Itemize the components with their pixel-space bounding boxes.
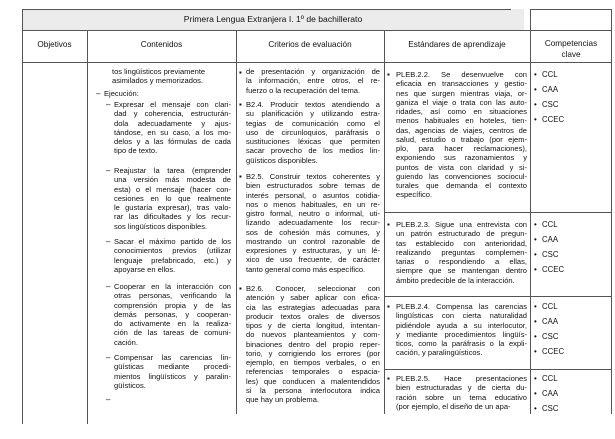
competencia-item: CCEC: [542, 115, 565, 124]
criterios-block-line: torio, y corrigiendo los errores (por: [246, 348, 380, 358]
estandar-line: das, agencias de viajes, centros de: [396, 125, 527, 135]
competencia-item: CCEC: [542, 347, 565, 356]
competencia-item: CCEC: [542, 265, 565, 274]
estandar-line: PLEB.2.3. Sigue una entrevista con: [396, 220, 527, 229]
estandar-line: ganiza el viaje o trata con las auto-: [396, 97, 527, 107]
header-competencias-line2: clave: [561, 50, 581, 59]
estandar-line: PLEB.2.5. Hace presentaciones: [396, 374, 527, 383]
criterios-block-line: tegias de comunicación como el: [246, 118, 380, 128]
square-bullet-icon: ▪: [387, 70, 390, 79]
criterios-block-line: B2.6. Conocer, seleccionar con: [246, 284, 380, 293]
contenidos-intro-line-0: tos lingüísticos previamente: [112, 67, 206, 76]
estandar-line: tas establecido con anterioridad,: [396, 238, 527, 248]
dash-bullet-icon: –: [106, 100, 111, 109]
col-border-left: [22, 9, 23, 424]
estandar-line: ridades, así como en situaciones: [396, 107, 527, 116]
bullet-dot-icon: •: [534, 115, 537, 124]
criterios-block-line: tanto general como más específico.: [246, 264, 366, 274]
contenidos-item-line: le gustaría expresar), tras valo-: [114, 203, 231, 212]
bullet-dot-icon: •: [534, 70, 537, 79]
contenidos-item-line: sos lingüísticos disponibles.: [114, 221, 208, 231]
col-border-right: [611, 9, 612, 414]
header-contenidos: Contenidos: [140, 40, 183, 49]
criterios-block-line: nos o menos habituales, en un re-: [246, 199, 380, 209]
criterios-block-line: binaciones dentro del propio reper-: [246, 339, 380, 349]
estandar-line: turales que demanda el contexto: [396, 181, 527, 190]
competencia-item: CSC: [542, 100, 559, 109]
criterios-block-line: que hay un problema.: [246, 395, 320, 404]
ejecucion-label: Ejecución:: [104, 89, 139, 98]
header-criterios: Criterios de evaluación: [268, 40, 352, 49]
competencia-item: CAA: [542, 389, 559, 398]
square-bullet-icon: ▪: [239, 100, 242, 109]
col-border-contenidos: [236, 30, 237, 414]
contenidos-item-line: do activamente en la realiza-: [114, 319, 231, 328]
estandar-line: guiendo las convenciones sociocul-: [396, 171, 527, 181]
header-bottom-border: [22, 62, 612, 63]
estandar-line: exponiendo sus razonamientos y: [396, 153, 527, 163]
header-estandares: Estándares de aprendizaje: [408, 40, 506, 49]
criterios-intro-line: de presentación y organización de: [246, 67, 380, 76]
criterios-block-line: tipos y de cierta longitud, intentan-: [246, 321, 380, 330]
estandar-line: ración sobre un tema educativo: [396, 392, 527, 402]
criterios-intro-line: la información, entre otros, el re-: [246, 76, 380, 86]
competencia-item: CCL: [542, 302, 558, 311]
criterios-block-line: referencias temporales o espacia-: [246, 367, 380, 377]
estandar-line: (por ejemplo, el diseño de un apa-: [396, 401, 511, 411]
contenidos-item-line: comprensión propia y de las: [114, 300, 231, 310]
criterios-block-line: B2.5. Construir textos coherentes y: [246, 172, 380, 181]
bullet-dot-icon: •: [534, 100, 537, 109]
contenidos-item-line: Sacar el máximo partido de los: [114, 237, 231, 246]
criterios-block-line: su planificación y utilizando estra-: [246, 109, 380, 119]
contenidos-item-line: delos y a las fórmulas de cada: [114, 137, 231, 146]
competencia-item: CCL: [542, 220, 558, 229]
criterios-block-line: les) que conducen a malentendidos: [246, 376, 380, 386]
contenidos-item-line: mientos lingüísticos y paralin-: [114, 371, 231, 381]
criterios-block-line: sacar provecho de los medios lin-: [246, 146, 380, 156]
estandar-line: bien estructuradas y de cierta du-: [396, 383, 527, 393]
criterios-block-line: bien estructurados sobre temas de: [246, 181, 380, 191]
dash-bullet-icon: –: [106, 353, 111, 362]
bullet-dot-icon: •: [534, 332, 537, 341]
contenidos-item-line: güísticas mediante procedi-: [114, 362, 231, 372]
contenidos-item-line: Cooperar en la interacción con: [114, 282, 231, 291]
square-bullet-icon: ▪: [387, 302, 390, 311]
criterios-block-line: expresiones y estructuras, y un lé-: [246, 246, 380, 255]
estandar-line: nes que surgen mientras viaja, or-: [396, 88, 527, 98]
table-border-top-right: [530, 9, 612, 10]
contenidos-item-line: tipo de texto.: [114, 146, 158, 156]
contenidos-item-line: ción de las tareas de comuni-: [114, 328, 231, 338]
criterios-block-line: gistro formal, neutro o informal, uti-: [246, 209, 380, 218]
col-border-estandares: [530, 9, 531, 414]
estandar-line: tarias o respondiendo a ellas,: [396, 257, 527, 266]
competencia-item: CSC: [542, 250, 559, 259]
criterios-block-line: interés personal, o asuntos cotidia-: [246, 190, 380, 200]
estandar-line: un patrón estructurado de pregun-: [396, 229, 527, 239]
estandar-line: salud, estudio o trabajo (por ejem-: [396, 134, 527, 144]
header-objetivos: Objetivos: [37, 40, 72, 49]
row-divider-1: [384, 212, 612, 213]
contenidos-item-line: lenguaje prefabricado, etc.) y: [114, 255, 231, 265]
estandar-line: PLEB.2.4. Compensa las carencias: [396, 302, 527, 311]
estandar-line: siempre que se mantengan dentro: [396, 266, 527, 276]
contenidos-item-line: tándose, en su caso, a los mo-: [114, 127, 231, 137]
criterios-block-line: xico de uso frecuente, de carácter: [246, 255, 380, 265]
dash-bullet-icon: –: [106, 282, 111, 291]
contenidos-item-line: Expresar el mensaje con clari-: [114, 100, 231, 109]
bullet-dot-icon: •: [534, 302, 537, 311]
criterios-block-line: mostrando un control razonable de: [246, 236, 380, 246]
contenidos-item-line: esta) o el mensaje (hacer con-: [114, 184, 231, 194]
bullet-dot-icon: •: [534, 265, 537, 274]
row-divider-2: [384, 296, 612, 297]
estandar-line: puntos de vista con claridad y si-: [396, 162, 527, 172]
criterios-block-line: B2.4. Producir textos atendiendo a: [246, 100, 380, 109]
criterios-block-line: atención y saber aplicar con efica-: [246, 293, 380, 303]
contenidos-item-line: cesiones en lo que realmente: [114, 193, 231, 203]
bullet-dot-icon: •: [534, 250, 537, 259]
criterios-block-line: uso de circunloquios, paráfrasis o: [246, 127, 380, 137]
dash-bullet-icon: –: [96, 89, 101, 98]
competencia-item: CCL: [542, 70, 558, 79]
estandar-line: PLEB.2.2. Se desenvuelve con: [396, 70, 527, 79]
square-bullet-icon: ▪: [239, 284, 242, 293]
square-bullet-icon: ▪: [387, 220, 390, 229]
bullet-dot-icon: •: [534, 347, 537, 356]
criterios-block-line: lizando adecuadamente los recur-: [246, 218, 380, 228]
square-bullet-icon: ▪: [239, 172, 242, 181]
criterios-block-line: do nuevos planteamientos y com-: [246, 330, 380, 340]
square-bullet-icon: ▪: [239, 68, 242, 77]
header-divider: [22, 30, 612, 31]
contenidos-item-line: rar las dificultades y los recur-: [114, 212, 231, 222]
bullet-dot-icon: •: [534, 235, 537, 244]
criterios-block-line: sos de cohesión más comunes, y: [246, 227, 380, 237]
criterios-block-line: cia las estrategias adecuadas para: [246, 302, 380, 312]
dash-bullet-icon: –: [106, 166, 111, 175]
criterios-block-line: si la persona interlocutora indica: [246, 385, 380, 395]
col-border-criterios: [384, 30, 385, 414]
bullet-dot-icon: •: [534, 389, 537, 398]
table-title: Primera Lengua Extranjera I. 1º de bachillerato: [183, 14, 363, 24]
estandar-line: y mediante procedimientos lingüís-: [396, 329, 527, 339]
estandar-line: eficacia en transacciones y gestio-: [396, 79, 527, 89]
estandar-line: ticos, como la paráfrasis o la expli-: [396, 339, 527, 348]
bullet-dot-icon: •: [534, 317, 537, 326]
contenidos-item-line: güísticos.: [114, 380, 146, 390]
bullet-dot-icon: •: [534, 220, 537, 229]
contenidos-item-line: dad y coherencia, estructurán-: [114, 109, 231, 119]
bullet-dot-icon: •: [534, 404, 537, 413]
contenidos-item-line: cación.: [114, 337, 138, 347]
contenidos-item-line: conocimientos previos (utilizar: [114, 246, 231, 256]
table-border-top: [22, 9, 511, 10]
contenidos-item-line: dola adecuadamente y ajus-: [114, 118, 231, 128]
competencia-item: CCL: [542, 374, 558, 383]
criterios-block-line: ejemplo, en tiempos verbales, o en: [246, 358, 380, 367]
criterios-block-line: sustituciones léxicas que permiten: [246, 137, 380, 146]
contenidos-item-line: una versión más modesta de: [114, 175, 231, 185]
contenidos-item-line: otras personas, verificando la: [114, 291, 231, 301]
criterios-block-line: producir textos orales de diversos: [246, 311, 380, 321]
estandar-line: lingüísticas con cierta naturalidad: [396, 311, 527, 321]
col-border-objetivos: [87, 30, 88, 424]
square-bullet-icon: ▪: [387, 374, 390, 383]
competencia-item: CAA: [542, 235, 559, 244]
header-competencias-line1: Competencias: [544, 39, 598, 48]
contenidos-item-line: demás personas, y cooperan-: [114, 309, 231, 319]
competencia-item: CAA: [542, 85, 559, 94]
competencia-item: CAA: [542, 317, 559, 326]
estandar-line: específico.: [396, 190, 433, 200]
criterios-intro-line: fuerzo o la recuperación del tema.: [246, 85, 361, 95]
estandar-line: plo, para hacer reclamaciones),: [396, 144, 527, 153]
contenidos-item-line: apoyarse en ellos.: [114, 264, 176, 274]
criterios-block-line: güísticos disponibles.: [246, 155, 318, 165]
contenidos-intro-line-1: asimilados y memorizados.: [112, 76, 204, 85]
row-divider-3: [384, 369, 612, 370]
bullet-dot-icon: •: [534, 85, 537, 94]
bullet-dot-icon: •: [534, 374, 537, 383]
contenidos-item-line: Reajustar la tarea (emprender: [114, 166, 231, 175]
estandar-line: pidiéndole ayuda a su interlocutor,: [396, 320, 527, 330]
dash-bullet-icon: –: [106, 395, 111, 404]
estandar-line: menos habituales en hoteles, tien-: [396, 116, 527, 126]
estandar-line: cación, y paralingüísticos.: [396, 348, 483, 358]
estandar-line: realizando preguntas complemen-: [396, 247, 527, 257]
header-competencias: [530, 38, 612, 60]
estandar-line: ámbito predecible de la interacción.: [396, 275, 515, 285]
competencia-item: CSC: [542, 332, 559, 341]
contenidos-item-line: Compensar las carencias lin-: [114, 353, 231, 362]
dash-bullet-icon: –: [106, 237, 111, 246]
competencia-item: CSC: [542, 404, 559, 413]
